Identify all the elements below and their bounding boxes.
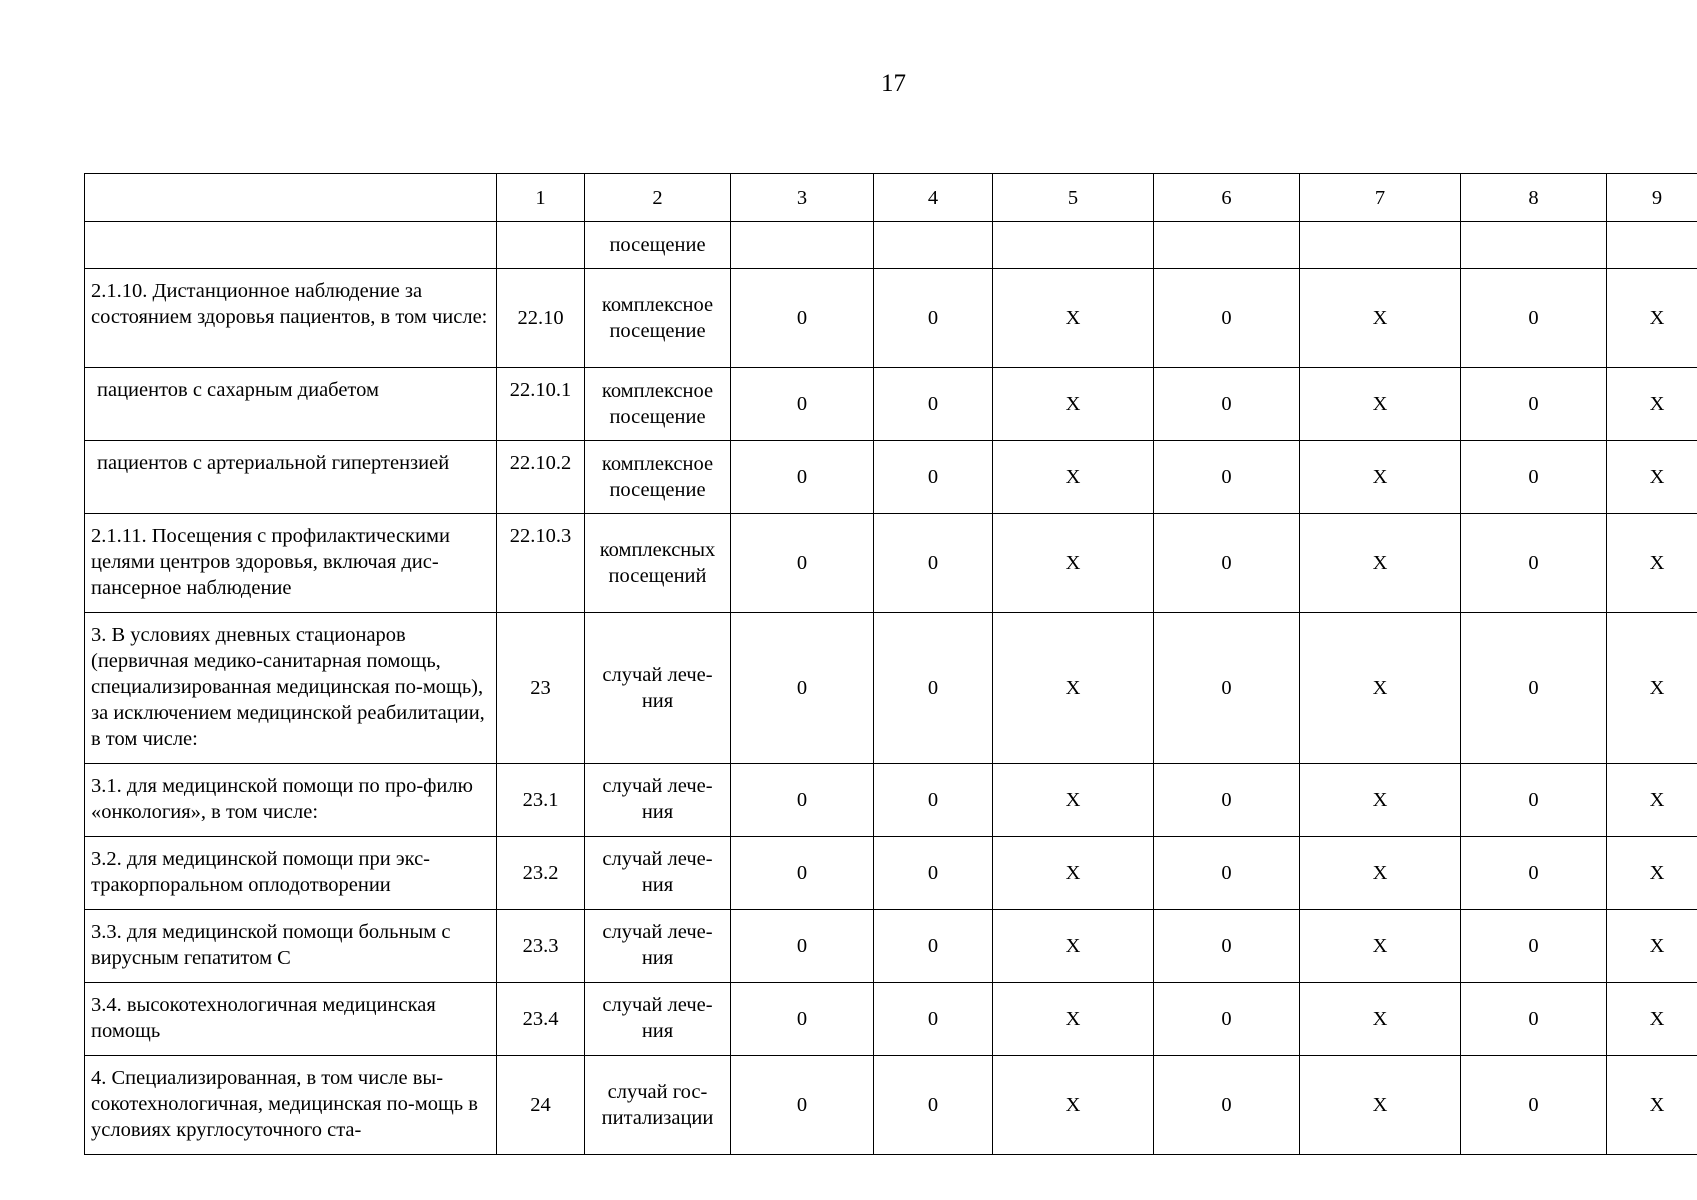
row-name: 3.4. высокотехнологичная медицинская помощь [85, 983, 497, 1056]
cell-col8 [1461, 222, 1607, 269]
cell-col4 [874, 222, 993, 269]
cell-col3: 0 [731, 764, 874, 837]
row-name: пациентов с артериальной гипертензией [85, 441, 497, 514]
cell-col5: Х [993, 1056, 1154, 1155]
table-row [85, 837, 1697, 910]
row-code: 23.2 [497, 837, 585, 910]
row-code: 23.3 [497, 910, 585, 983]
row-unit: случай лече-ния [585, 613, 731, 764]
header-cell: 9 [1607, 174, 1697, 222]
cell-col9: Х [1607, 441, 1697, 514]
header-row [85, 174, 1697, 222]
header-cell: 4 [874, 174, 993, 222]
cell-col5: Х [993, 764, 1154, 837]
cell-col3: 0 [731, 269, 874, 368]
cell-col7: Х [1300, 368, 1461, 441]
row-code: 22.10.1 [497, 368, 585, 441]
cell-col3: 0 [731, 441, 874, 514]
row-name: пациентов с сахарным диабетом [85, 368, 497, 441]
cell-col9: Х [1607, 269, 1697, 368]
cell-col6: 0 [1154, 983, 1300, 1056]
row-code [497, 222, 585, 269]
row-code: 23 [497, 613, 585, 764]
cell-col3: 0 [731, 613, 874, 764]
cell-col9: Х [1607, 837, 1697, 910]
table-row [85, 613, 1697, 764]
cell-col6: 0 [1154, 269, 1300, 368]
cell-col6: 0 [1154, 1056, 1300, 1155]
cell-col5: Х [993, 514, 1154, 613]
header-cell: 3 [731, 174, 874, 222]
row-unit: комплексное посещение [585, 269, 731, 368]
cell-col4: 0 [874, 910, 993, 983]
cell-col7: Х [1300, 983, 1461, 1056]
row-name: 4. Специализированная, в том числе вы-сокотехнологичная, медицинская по-мощь в условиях круглосуточного ста- [85, 1056, 497, 1155]
cell-col6: 0 [1154, 368, 1300, 441]
row-name: 3.3. для медицинской помощи больным с вирусным гепатитом С [85, 910, 497, 983]
table-row [85, 764, 1697, 837]
table-row [85, 269, 1697, 368]
cell-col7: Х [1300, 269, 1461, 368]
row-name: 3. В условиях дневных стационаров (первичная медико-санитарная помощь, специализированная медицинская по-мощь), за исключением медицинской реабилитации, в том числе: [85, 613, 497, 764]
header-cell [85, 174, 497, 222]
cell-col6: 0 [1154, 837, 1300, 910]
cell-col9: Х [1607, 514, 1697, 613]
row-unit: случай лече-ния [585, 764, 731, 837]
cell-col9: Х [1607, 910, 1697, 983]
cell-col8: 0 [1461, 269, 1607, 368]
cell-col5: Х [993, 837, 1154, 910]
cell-col3: 0 [731, 368, 874, 441]
page-number: 17 [881, 70, 906, 97]
cell-col4: 0 [874, 269, 993, 368]
row-unit: случай лече-ния [585, 910, 731, 983]
cell-col8: 0 [1461, 1056, 1607, 1155]
table-row [85, 910, 1697, 983]
cell-col6: 0 [1154, 613, 1300, 764]
cell-col5: Х [993, 910, 1154, 983]
row-unit: случай гос-питализации [585, 1056, 731, 1155]
cell-col3: 0 [731, 1056, 874, 1155]
row-unit: посещение [585, 222, 731, 269]
header-cell: 7 [1300, 174, 1461, 222]
row-name: 2.1.10. Дистанционное наблюдение за состоянием здоровья пациентов, в том числе: [85, 269, 497, 368]
row-unit: комплексное посещение [585, 368, 731, 441]
header-cell: 1 [497, 174, 585, 222]
row-unit: комплексных посещений [585, 514, 731, 613]
row-unit: комплексное посещение [585, 441, 731, 514]
cell-col9: Х [1607, 1056, 1697, 1155]
cell-col7: Х [1300, 910, 1461, 983]
table-row [85, 368, 1697, 441]
cell-col8: 0 [1461, 368, 1607, 441]
row-code: 24 [497, 1056, 585, 1155]
cell-col8: 0 [1461, 441, 1607, 514]
cell-col4: 0 [874, 441, 993, 514]
cell-col4: 0 [874, 613, 993, 764]
cell-col7: Х [1300, 441, 1461, 514]
row-code: 22.10.2 [497, 441, 585, 514]
cell-col8: 0 [1461, 764, 1607, 837]
cell-col9: Х [1607, 983, 1697, 1056]
cell-col7: Х [1300, 613, 1461, 764]
cell-col5: Х [993, 613, 1154, 764]
row-name: 2.1.11. Посещения с профилактическими целями центров здоровья, включая дис-пансерное наблюдение [85, 514, 497, 613]
cell-col5: Х [993, 983, 1154, 1056]
cell-col9: Х [1607, 613, 1697, 764]
cell-col4: 0 [874, 514, 993, 613]
row-unit: случай лече-ния [585, 837, 731, 910]
row-code: 23.4 [497, 983, 585, 1056]
cell-col7: Х [1300, 764, 1461, 837]
cell-col8: 0 [1461, 910, 1607, 983]
cell-col8: 0 [1461, 613, 1607, 764]
cell-col5: Х [993, 368, 1154, 441]
table-row [85, 222, 1697, 269]
cell-col7: Х [1300, 514, 1461, 613]
cell-col3: 0 [731, 837, 874, 910]
cell-col6: 0 [1154, 910, 1300, 983]
cell-col9: Х [1607, 368, 1697, 441]
cell-col5: Х [993, 441, 1154, 514]
cell-col3: 0 [731, 514, 874, 613]
cell-col9: Х [1607, 764, 1697, 837]
cell-col5 [993, 222, 1154, 269]
row-unit: случай лече-ния [585, 983, 731, 1056]
header-cell: 5 [993, 174, 1154, 222]
cell-col7: Х [1300, 1056, 1461, 1155]
cell-col6: 0 [1154, 441, 1300, 514]
row-code: 23.1 [497, 764, 585, 837]
cell-col4: 0 [874, 983, 993, 1056]
cell-col4: 0 [874, 837, 993, 910]
table-row [85, 441, 1697, 514]
cell-col6 [1154, 222, 1300, 269]
cell-col3 [731, 222, 874, 269]
cell-col6: 0 [1154, 764, 1300, 837]
row-name: 3.1. для медицинской помощи по про-филю «онкология», в том числе: [85, 764, 497, 837]
cell-col4: 0 [874, 1056, 993, 1155]
cell-col7: Х [1300, 837, 1461, 910]
cell-col4: 0 [874, 368, 993, 441]
cell-col9 [1607, 222, 1697, 269]
cell-col3: 0 [731, 983, 874, 1056]
table-row [85, 1056, 1697, 1155]
header-cell: 6 [1154, 174, 1300, 222]
header-cell: 8 [1461, 174, 1607, 222]
row-name [85, 222, 497, 269]
cell-col8: 0 [1461, 837, 1607, 910]
table-row [85, 983, 1697, 1056]
cell-col8: 0 [1461, 983, 1607, 1056]
table-row [85, 514, 1697, 613]
row-name: 3.2. для медицинской помощи при экс-тракорпоральном оплодотворении [85, 837, 497, 910]
row-code: 22.10 [497, 269, 585, 368]
cell-col7 [1300, 222, 1461, 269]
cell-col3: 0 [731, 910, 874, 983]
data-table [84, 173, 1697, 1155]
cell-col8: 0 [1461, 514, 1607, 613]
cell-col4: 0 [874, 764, 993, 837]
cell-col5: Х [993, 269, 1154, 368]
header-cell: 2 [585, 174, 731, 222]
cell-col6: 0 [1154, 514, 1300, 613]
row-code: 22.10.3 [497, 514, 585, 613]
